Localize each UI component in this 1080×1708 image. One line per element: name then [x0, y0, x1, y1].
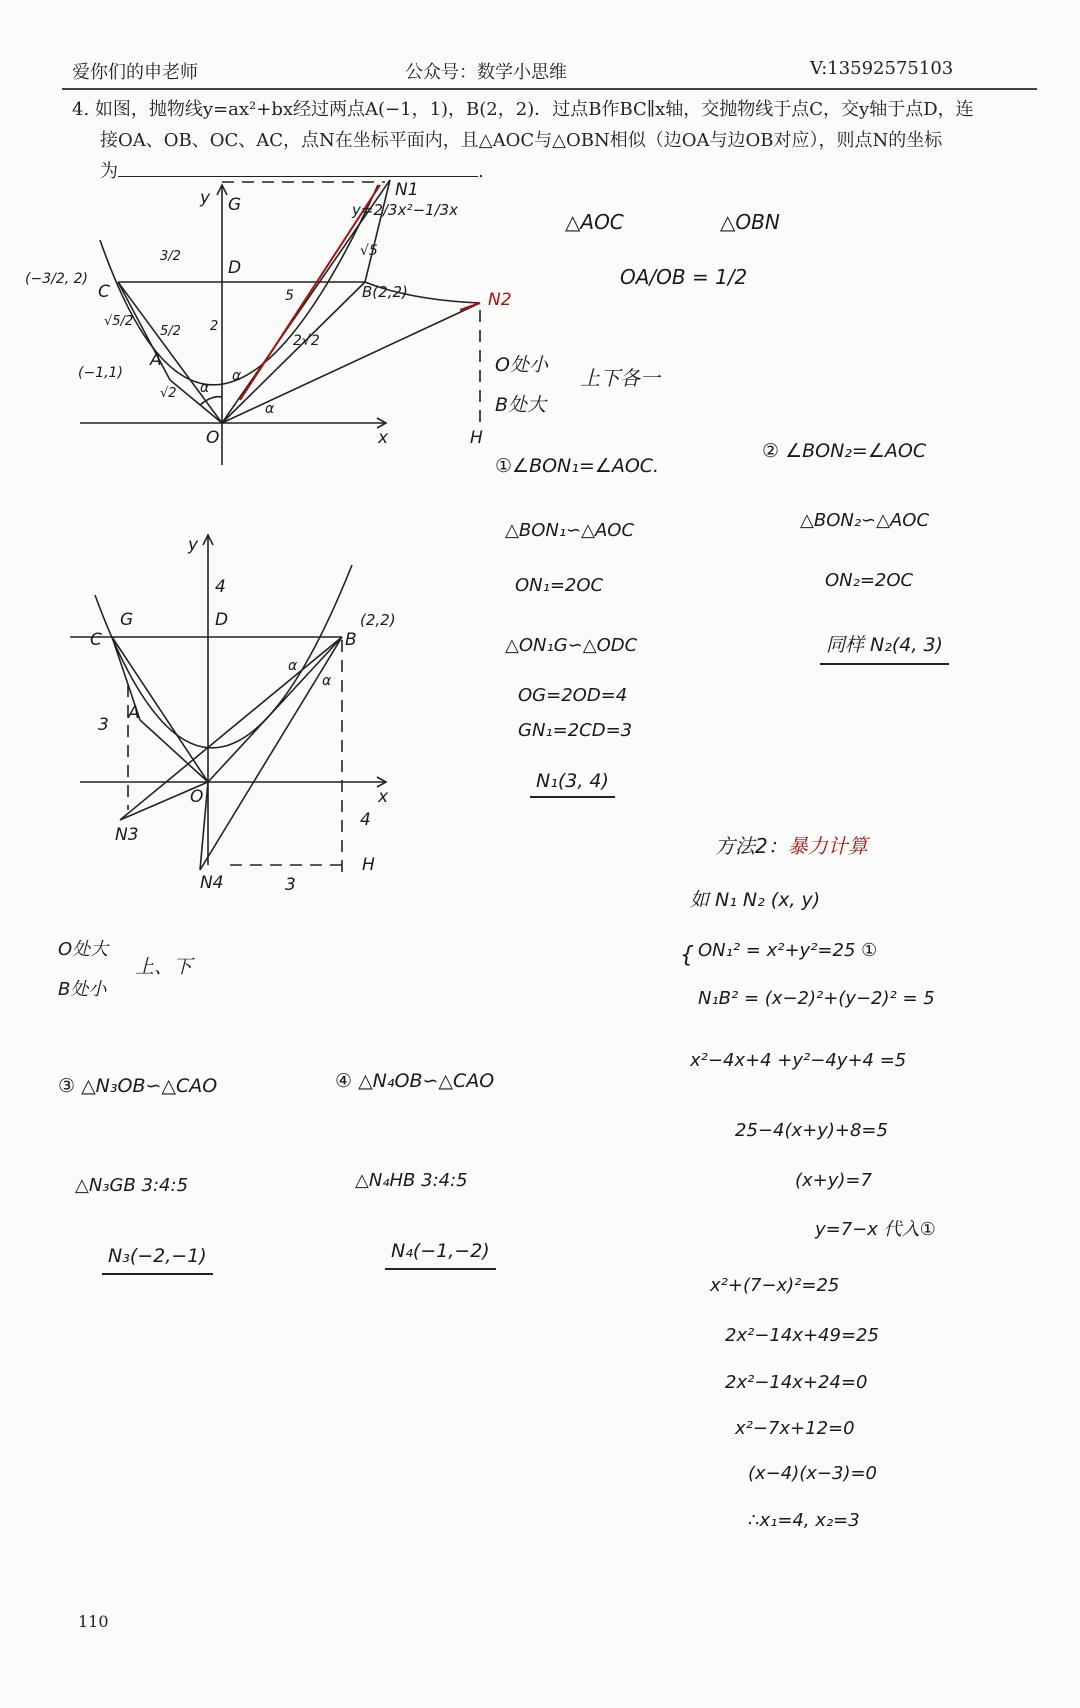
fig2-D: D: [215, 610, 229, 630]
note-case2-answer: 同样 N₂(4, 3): [820, 630, 949, 665]
fig1-red-n2: [460, 303, 480, 310]
fig1-len-r2: √2: [160, 386, 177, 401]
fig1-len-2r2: 2√2: [293, 333, 320, 349]
fig1-len-r52: √5/2: [104, 314, 134, 329]
answer-blank: [118, 156, 478, 177]
question-number: 4.: [72, 99, 90, 120]
fig1-x-label: x: [378, 428, 389, 448]
note-case1-answer: N₁(3, 4): [530, 770, 615, 798]
note-m-eq5: (x+y)=7: [795, 1170, 872, 1191]
fig2-G: G: [120, 610, 134, 630]
header-left: 爱你们的申老师: [72, 62, 198, 83]
fig1-line-oc: [118, 282, 222, 423]
note-o-big: O处大: [58, 939, 109, 960]
fig1-len-32: 3/2: [160, 249, 181, 264]
note-m-eq4: 25−4(x+y)+8=5: [735, 1120, 888, 1141]
fig2-y-label: y: [188, 535, 199, 555]
page-number: 110: [78, 1612, 109, 1631]
fig1-A-point: (−1,1): [78, 365, 123, 381]
fig2-A: A: [128, 703, 140, 723]
question-line3-end: .: [478, 161, 484, 182]
fig1-N1: N1: [395, 180, 419, 200]
note-b-small: B处小: [58, 979, 107, 1000]
note-case1-gn: GN₁=2CD=3: [518, 720, 633, 741]
note-case4-tri: △N₄HB 3:4:5: [355, 1170, 468, 1191]
fig2-four-right: 4: [360, 810, 371, 830]
note-case1-sim: △BON₁∽△AOC: [505, 520, 635, 541]
fig2-B-point: (2,2): [360, 611, 396, 629]
fig1-G: G: [228, 195, 242, 215]
fig2-line-bn4: [200, 637, 342, 870]
fig1-C-point: (−3/2, 2): [25, 271, 88, 287]
fig1-B-point: B(2,2): [362, 283, 408, 301]
fig1-y-label: y: [200, 188, 211, 208]
fig2-C: C: [90, 630, 102, 650]
fig1-len-2: 2: [210, 319, 219, 334]
fig1-len-52: 5/2: [160, 324, 181, 339]
note-case2-sim: △BON₂∽△AOC: [800, 510, 930, 531]
fig2-three: 3: [98, 715, 109, 735]
note-case2: ② ∠BON₂=∠AOC: [762, 440, 927, 462]
fig1-C: C: [98, 282, 110, 302]
fig1-N2: N2: [488, 290, 512, 310]
note-m-eq6: y=7−x 代入①: [815, 1219, 936, 1240]
note-b-big: B处大: [495, 394, 547, 416]
fig1-line-on2: [222, 303, 480, 423]
note-case3: ③ △N₃OB∽△CAO: [58, 1075, 218, 1097]
note-case3-tri: △N₃GB 3:4:5: [75, 1175, 189, 1196]
header-center: 公众号：数学小思维: [405, 62, 567, 83]
note-tri-obn: △OBN: [720, 210, 780, 234]
fig1-len-5: 5: [285, 288, 294, 304]
fig1-alpha-3: α: [265, 401, 275, 417]
note-m-eq11: (x−4)(x−3)=0: [748, 1463, 877, 1484]
note-o-small: O处小: [495, 354, 548, 376]
note-case2-on: ON₂=2OC: [825, 570, 914, 591]
note-method2-prefix: 方法2：: [715, 834, 788, 858]
note-updown: 上、下: [135, 956, 193, 978]
note-m-let: 如 N₁ N₂ (x, y): [690, 889, 821, 911]
note-ratio: OA/OB = 1/2: [620, 265, 748, 289]
note-tri-aoc: △AOC: [565, 210, 624, 234]
note-updown-each: 上下各一: [580, 366, 660, 390]
note-m-brace: {: [680, 943, 694, 968]
note-case1-sim2: △ON₁G∽△ODC: [505, 635, 638, 656]
fig1-sqrt5: √5: [360, 243, 378, 259]
question-line2: 接OA、OB、OC、AC，点N在坐标平面内，且△AOC与△OBN相似（边OA与边OB对应），则点N的坐标: [100, 130, 943, 151]
fig1-line-bn1: [365, 180, 390, 282]
fig2-alpha-2: α: [322, 673, 332, 689]
fig2-three-bottom: 3: [285, 875, 296, 895]
fig2-line-bn3: [120, 637, 342, 820]
question-line3-start: 为: [100, 161, 118, 182]
header-rule: [62, 88, 1037, 90]
fig1-alpha-2: α: [232, 368, 242, 384]
note-method2-title: 暴力计算: [787, 834, 868, 858]
fig2-alpha-1: α: [288, 658, 298, 674]
note-case1-og: OG=2OD=4: [518, 685, 628, 706]
figure-2: [0, 520, 480, 920]
fig1-D: D: [228, 258, 242, 278]
note-m-eq7: x²+(7−x)²=25: [710, 1275, 840, 1296]
note-case3-answer: N₃(−2,−1): [102, 1245, 213, 1275]
question-text: [72, 94, 1037, 187]
note-m-eq1: ON₁² = x²+y²=25 ①: [698, 940, 878, 961]
note-case4-answer: N₄(−1,−2): [385, 1240, 496, 1270]
fig1-equation: y=2/3x²−1/3x: [352, 201, 459, 219]
note-m-eq10: x²−7x+12=0: [735, 1418, 855, 1439]
fig2-B: B: [345, 630, 357, 650]
fig2-line-ob: [208, 637, 342, 782]
figure-1: [0, 175, 560, 505]
fig1-H: H: [470, 428, 483, 448]
fig2-four-top: 4: [215, 577, 226, 597]
note-case1: ①∠BON₁=∠AOC.: [495, 455, 660, 477]
fig2-x-label: x: [378, 787, 389, 807]
note-m-eq12: ∴x₁=4, x₂=3: [748, 1510, 860, 1531]
note-m-eq8: 2x²−14x+49=25: [725, 1325, 879, 1346]
note-m-eq2: N₁B² = (x−2)²+(y−2)² = 5: [698, 988, 935, 1009]
note-case1-on: ON₁=2OC: [515, 575, 604, 596]
note-m-eq3: x²−4x+4 +y²−4y+4 =5: [690, 1050, 907, 1071]
note-m-eq9: 2x²−14x+24=0: [725, 1372, 868, 1393]
note-method2: [715, 830, 868, 859]
fig1-A: A: [150, 350, 162, 370]
header-right: V:13592575103: [810, 58, 954, 79]
question-line1: 如图，抛物线y=ax²+bx经过两点A(−1，1)，B(2，2)．过点B作BC∥x轴，交抛物线于点C，交y轴于点D，连: [94, 99, 974, 120]
fig2-H: H: [362, 855, 375, 875]
fig1-alpha-1: α: [200, 380, 210, 396]
fig2-O: O: [190, 787, 204, 807]
fig2-N4: N4: [200, 873, 224, 893]
fig1-O: O: [206, 428, 220, 448]
fig2-N3: N3: [115, 825, 139, 845]
note-case4: ④ △N₄OB∽△CAO: [335, 1070, 495, 1092]
